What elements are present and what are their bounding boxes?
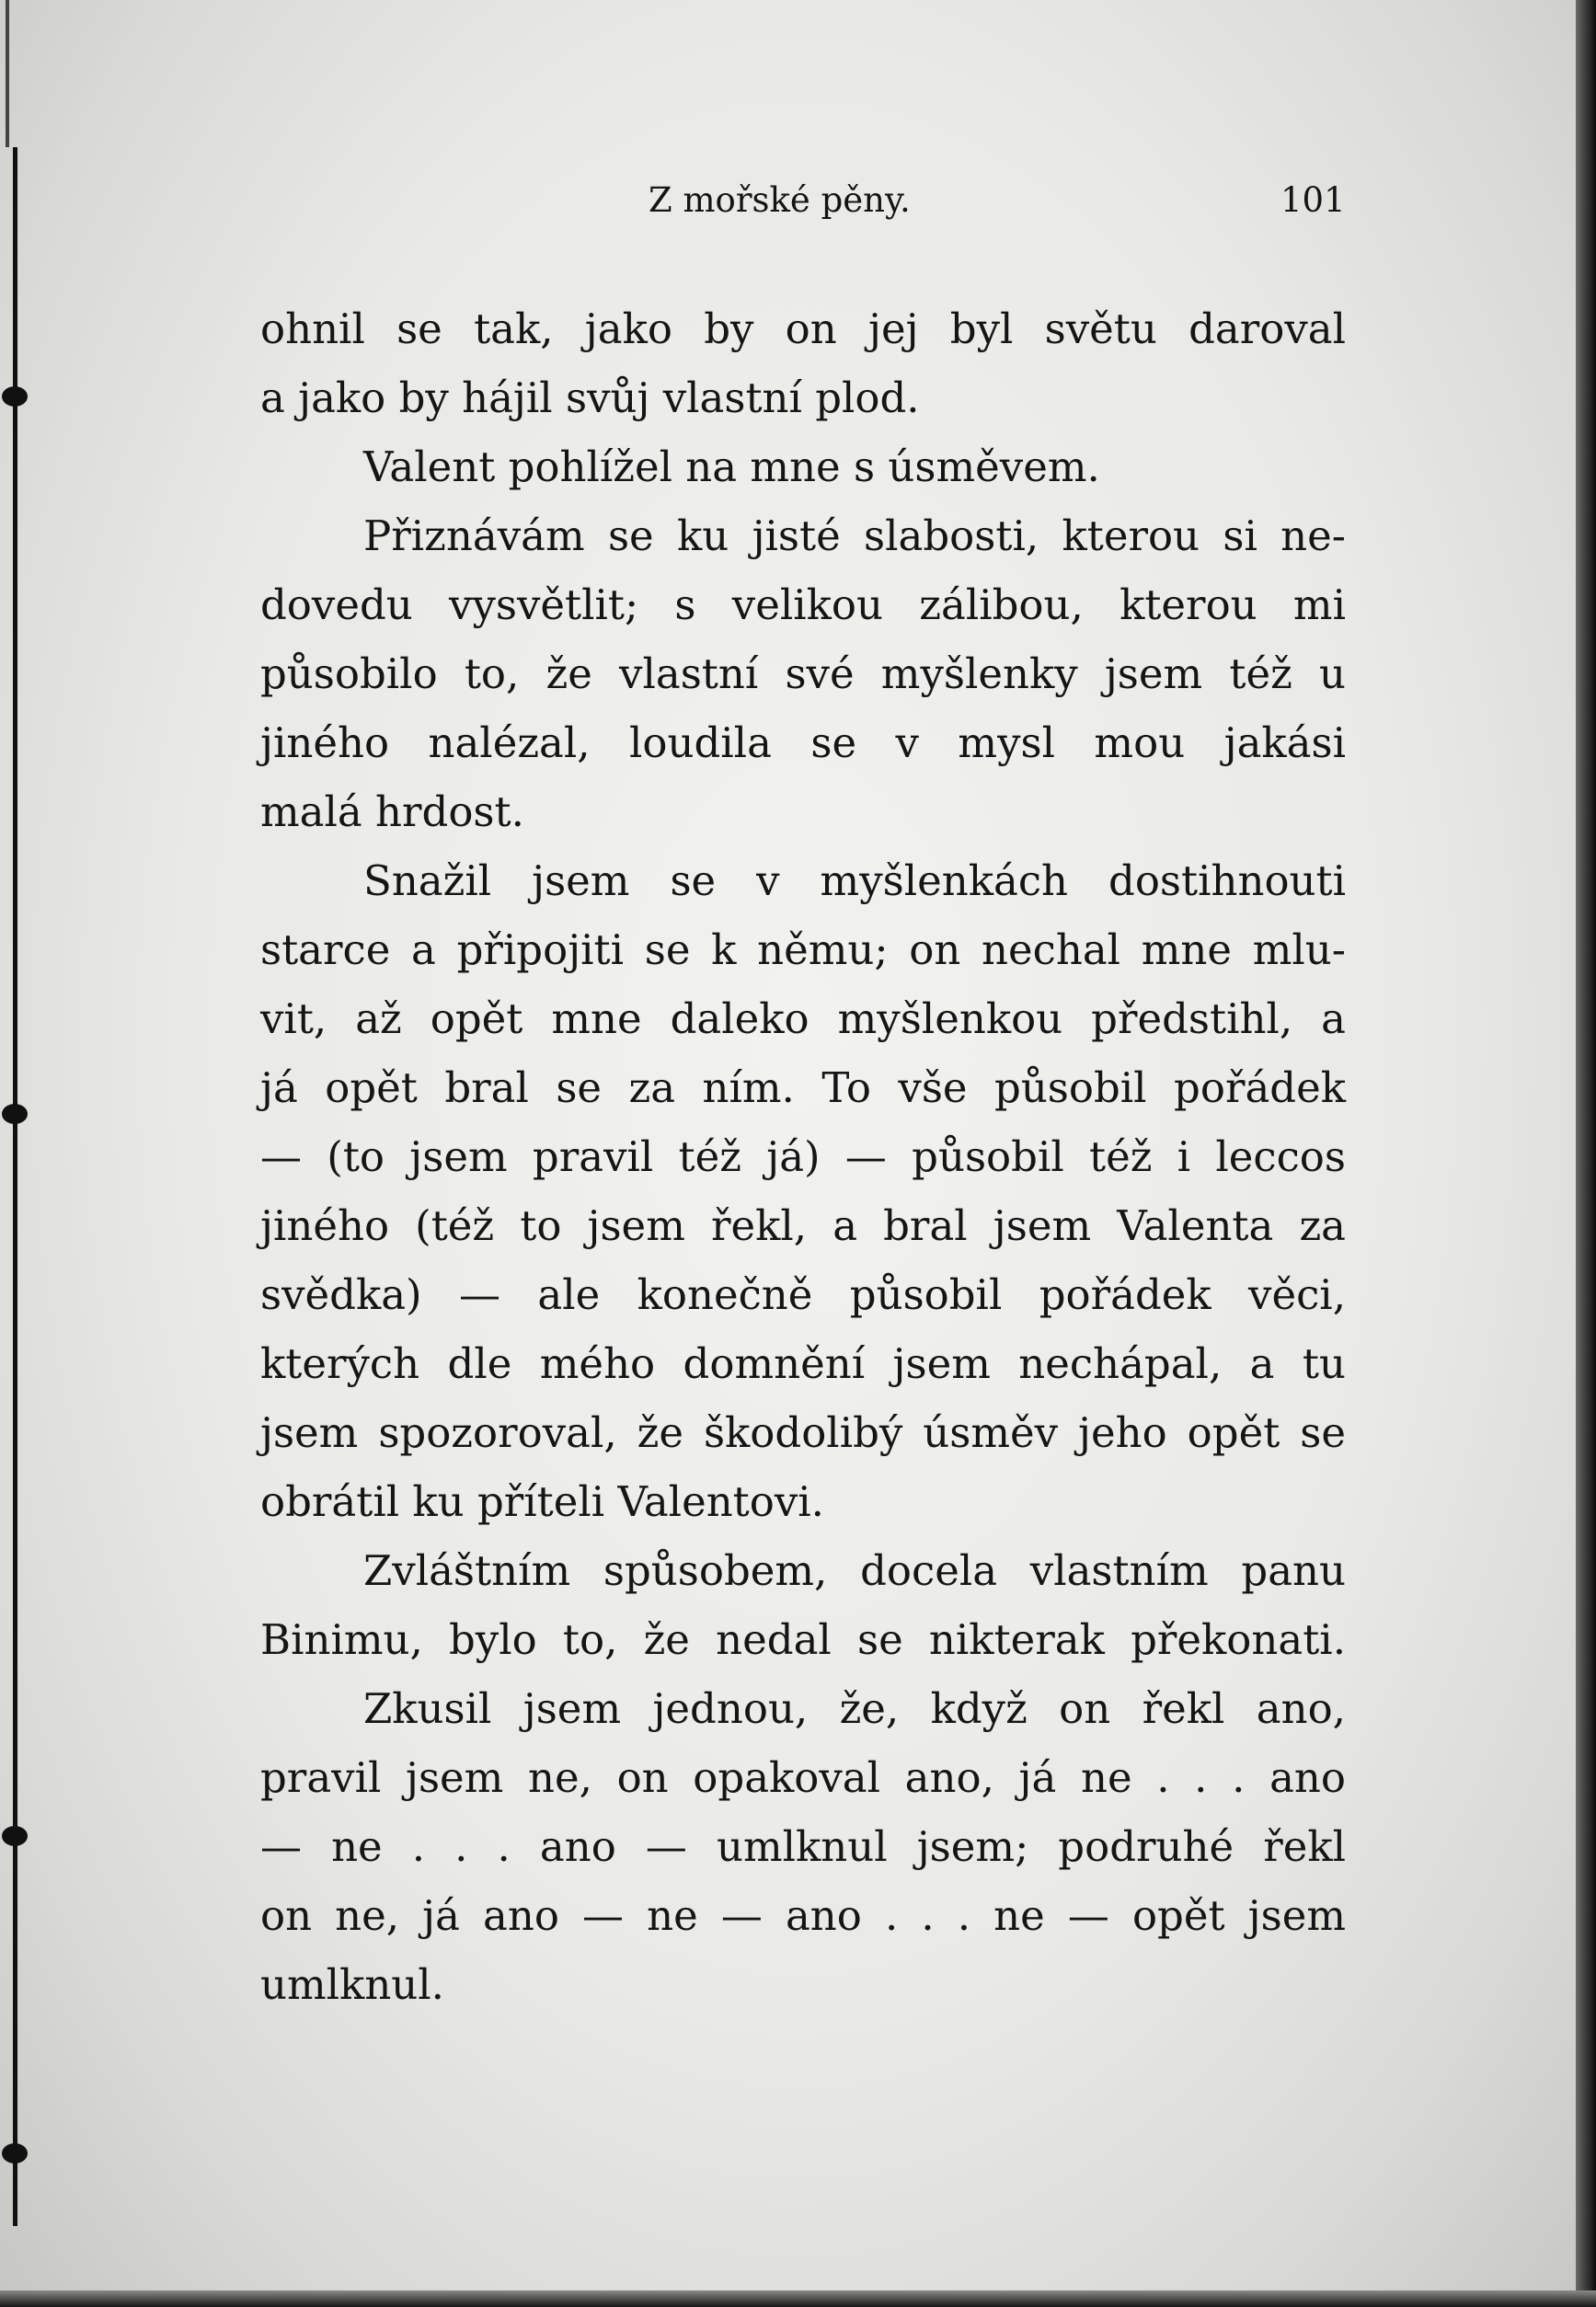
text-line: kterých dle mého domnění jsem nechápal, a tu [260,1339,1346,1388]
text-line: Binimu, bylo to, že nedal se nikterak překonati. [260,1615,1346,1664]
text-line: dovedu vysvětlit; s velikou zálibou, kterou mi [260,580,1346,629]
text-line: působilo to, že vlastní své myšlenky jsem též u [260,649,1346,698]
scan-edge-bottom [0,2290,1596,2307]
scan-edge-right [1576,0,1596,2307]
text-line: umlknul. [260,1960,444,2009]
text-line: jiného nalézal, loudila se v mysl mou jakási [260,718,1346,767]
binding-mark [2,1826,28,1846]
text-line: vit, až opět mne daleko myšlenkou předstihl, a [260,994,1346,1043]
paragraph-first-line: Přiznávám se ku jisté slabosti, kterou si ne- [363,511,1346,560]
binding-line [13,147,17,2226]
text-line: — (to jsem pravil též já) — působil též i leccos [260,1132,1346,1181]
text-line: pravil jsem ne, on opakoval ano, já ne . . . ano [260,1753,1346,1802]
text-line: obrátil ku příteli Valentovi. [260,1477,824,1526]
binding-mark [2,386,28,407]
text-line: — ne . . . ano — umlknul jsem; podruhé řekl [260,1822,1346,1871]
paragraph-first-line: Zvláštním spůsobem, docela vlastním panu [363,1546,1346,1595]
running-head [0,180,1596,235]
body-text [260,294,1346,2019]
text-line: ohnil se tak, jako by on jej byl světu daroval [260,304,1346,353]
text-line: malá hrdost. [260,787,524,836]
paragraph-first-line: Zkusil jsem jednou, že, když on řekl ano, [363,1684,1346,1733]
page-number: 101 [1280,180,1346,220]
text-line: jsem spozoroval, že škodolibý úsměv jeho opět se [260,1408,1346,1457]
text-line: svědka) — ale konečně působil pořádek věci, [260,1270,1346,1319]
text-line: starce a připojiti se k němu; on nechal mne mlu- [260,925,1346,974]
text-line: on ne, já ano — ne — ano . . . ne — opět jsem [260,1891,1346,1940]
binding-mark [2,1104,28,1124]
paragraph-first-line: Snažil jsem se v myšlenkách dostihnouti [363,856,1346,905]
binding-edge-shadow [6,0,9,147]
binding-mark [2,2143,28,2164]
text-line: já opět bral se za ním. To vše působil pořádek [260,1063,1346,1112]
running-title: Z mořské pěny. [649,180,911,220]
text-line: jiného (též to jsem řekl, a bral jsem Valenta za [260,1201,1346,1250]
paragraph-first-line: Valent pohlížel na mne s úsměvem. [363,442,1100,491]
text-line: a jako by hájil svůj vlastní plod. [260,373,920,422]
